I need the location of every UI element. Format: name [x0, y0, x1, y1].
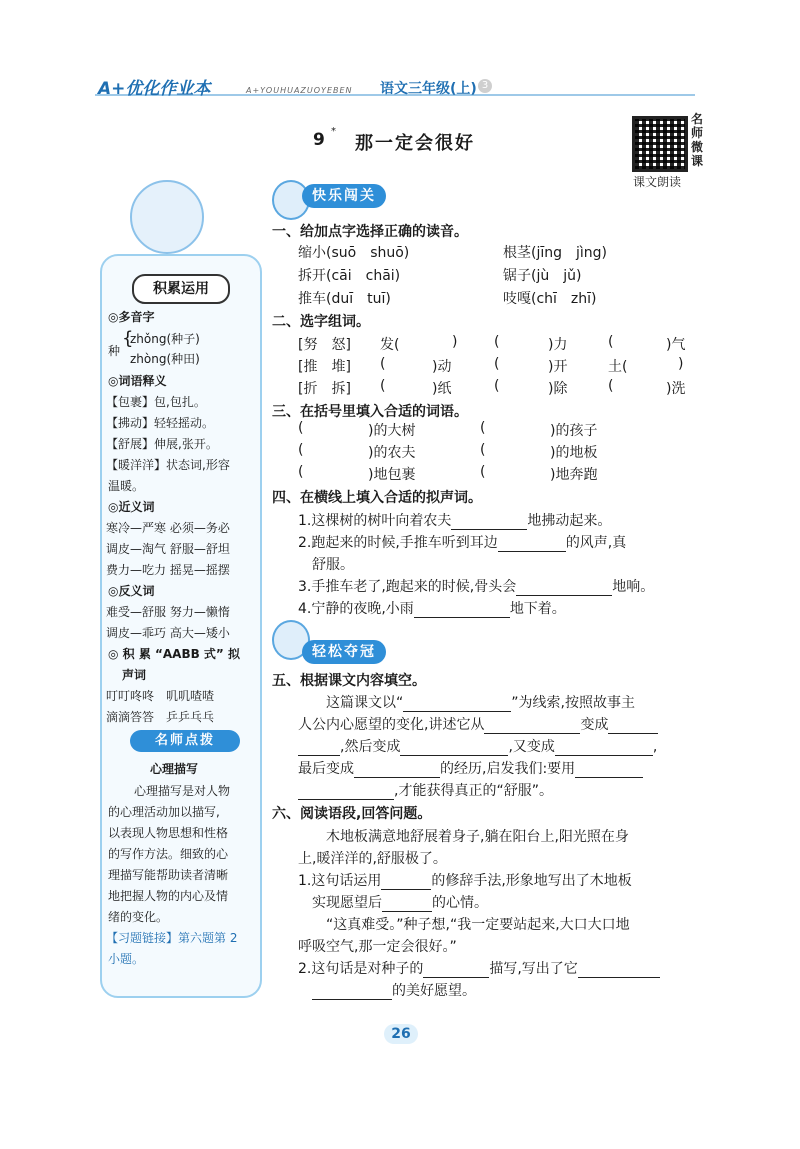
brace-glyph: { — [122, 328, 134, 349]
q1-item: 缩小(suō shuō) — [298, 245, 410, 261]
definition: 【包裹】包,包扎。 — [106, 395, 206, 409]
lesson-star: * — [331, 126, 336, 137]
volume-badge: 3 — [478, 79, 492, 93]
onomatopoeia-row: 滴滴答答 乒乒乓乓 — [106, 710, 215, 724]
q4-line-2b: 舒服。 — [312, 557, 354, 573]
exercise-link[interactable]: 【习题链接】第六题第 2 — [106, 931, 238, 945]
brand-logo: A+优化作业本 — [98, 79, 211, 99]
sidebar-heading: ◎ 积 累 “AABB 式” 拟 — [108, 647, 241, 661]
definition: 【拂动】轻轻摇动。 — [106, 416, 215, 430]
q4-heading: 四、在横线上填入合适的拟声词。 — [272, 490, 482, 506]
sidebar-heading: 声词 — [122, 668, 147, 682]
q5-line-5: ,才能获得真正的“舒服”。 — [298, 780, 553, 800]
q1-item: 推车(duī tuī) — [298, 291, 391, 307]
q6-sub-2: 2.这句话是对种子的 描写,写出了它 — [298, 958, 660, 978]
page-number: 26 — [384, 1024, 418, 1044]
sidebar-heading: ◎反义词 — [108, 584, 155, 598]
exercise-link[interactable]: 小题。 — [108, 952, 145, 966]
q1-item: 拆开(cāi chāi) — [298, 268, 401, 284]
tip-text: 的写作方法。细致的心 — [108, 847, 229, 861]
definition: 温暖。 — [108, 479, 145, 493]
q6-passage-1b: 上,暖洋洋的,舒服极了。 — [298, 851, 447, 867]
q6-sub-2b: 的美好愿望。 — [312, 980, 476, 1000]
q4-line-4: 4.宁静的夜晚,小雨 地下着。 — [298, 601, 566, 617]
q5-line-3: ,然后变成 ,又变成 , — [298, 736, 657, 756]
q6-heading: 六、阅读语段,回答问题。 — [272, 806, 432, 822]
q3-heading: 三、在括号里填入合适的词语。 — [272, 404, 468, 420]
q5-line-2: 人公内心愿望的变化,讲述它从 变成 — [298, 714, 658, 734]
q1-heading: 一、给加点字选择正确的读音。 — [272, 224, 468, 240]
definition: 【舒展】伸展,张开。 — [106, 437, 218, 451]
synonym-row: 调皮—淘气 舒服—舒坦 — [106, 542, 230, 556]
tip-text: 绪的变化。 — [108, 910, 169, 924]
polyphone-char: 种 — [108, 344, 121, 358]
polyphone-reading: zhòng(种田) — [130, 352, 200, 366]
q1-item: 锯子(jù jǔ) — [503, 268, 582, 284]
q1-item: 吱嘎(chī zhī) — [503, 291, 597, 307]
q6-passage-1: 木地板满意地舒展着身子,躺在阳台上,阳光照在身 — [326, 829, 629, 845]
q6-passage-2b: 呼吸空气,那一定会很好。” — [298, 939, 457, 955]
polyphone-reading: zhǒng(种子) — [130, 332, 200, 346]
section-banner-2: 轻松夺冠 — [302, 640, 386, 664]
brand-logo-sub: A+YOUHUAZUOYEBEN — [246, 86, 353, 95]
qr-code-icon[interactable] — [632, 116, 688, 172]
tip-banner: 名师点拨 — [130, 730, 240, 752]
q5-heading: 五、根据课文内容填空。 — [272, 673, 426, 689]
tip-text: 以表现人物思想和性格 — [108, 826, 229, 840]
lesson-number: 9 — [313, 130, 325, 150]
sidebar-heading: ◎近义词 — [108, 500, 155, 514]
q5-line-4: 最后变成 的经历,启发我们:要用 — [298, 758, 643, 778]
section-banner-1: 快乐闯关 — [302, 184, 386, 208]
q5-line-1: 这篇课文以“ ”为线索,按照故事主 — [326, 695, 635, 711]
sidebar-title: 积累运用 — [132, 274, 230, 304]
sidebar-heading: ◎多音字 — [108, 310, 155, 324]
tip-text: 心理描写是对人物 — [134, 784, 231, 798]
sidebar-mascot-icon — [130, 180, 204, 254]
grade-label: 语文三年级(上) — [380, 81, 477, 97]
q4-line-3: 3.手推车老了,跑起来的时候,骨头会 地响。 — [298, 579, 655, 595]
tip-text: 地把握人物的内心及情 — [108, 889, 229, 903]
q4-line-2: 2.跑起来的时候,手推车听到耳边 的风声,真 — [298, 535, 627, 551]
qr-side-label: 名 师 微 课 — [691, 112, 704, 168]
tip-title: 心理描写 — [150, 762, 199, 776]
synonym-row: 费力—吃力 摇晃—摇摆 — [106, 563, 230, 577]
q6-passage-2: “这真难受。”种子想,“我一定要站起来,大口大口地 — [326, 917, 630, 933]
q1-item: 根茎(jīng jìng) — [503, 245, 608, 261]
synonym-row: 寒冷—严寒 必须—务必 — [106, 521, 230, 535]
q4-line-1: 1.这棵树的树叶向着农夫 地拂动起来。 — [298, 513, 612, 529]
q2-heading: 二、选字组词。 — [272, 314, 370, 330]
lesson-title: 那一定会很好 — [355, 133, 475, 154]
antonym-row: 调皮—乖巧 高大—矮小 — [106, 626, 230, 640]
q6-sub-1b: 实现愿望后 的心情。 — [312, 895, 488, 911]
tip-text: 的心理活动加以描写, — [108, 805, 220, 819]
qr-caption: 课文朗读 — [633, 175, 682, 189]
tip-text: 理描写能帮助读者清晰 — [108, 868, 229, 882]
sidebar-heading: ◎词语释义 — [108, 374, 167, 388]
onomatopoeia-row: 叮叮咚咚 叽叽喳喳 — [106, 689, 215, 703]
q6-sub-1: 1.这句话运用 的修辞手法,形象地写出了木地板 — [298, 873, 632, 889]
definition: 【暖洋洋】状态词,形容 — [106, 458, 230, 472]
antonym-row: 难受—舒服 努力—懒惰 — [106, 605, 230, 619]
